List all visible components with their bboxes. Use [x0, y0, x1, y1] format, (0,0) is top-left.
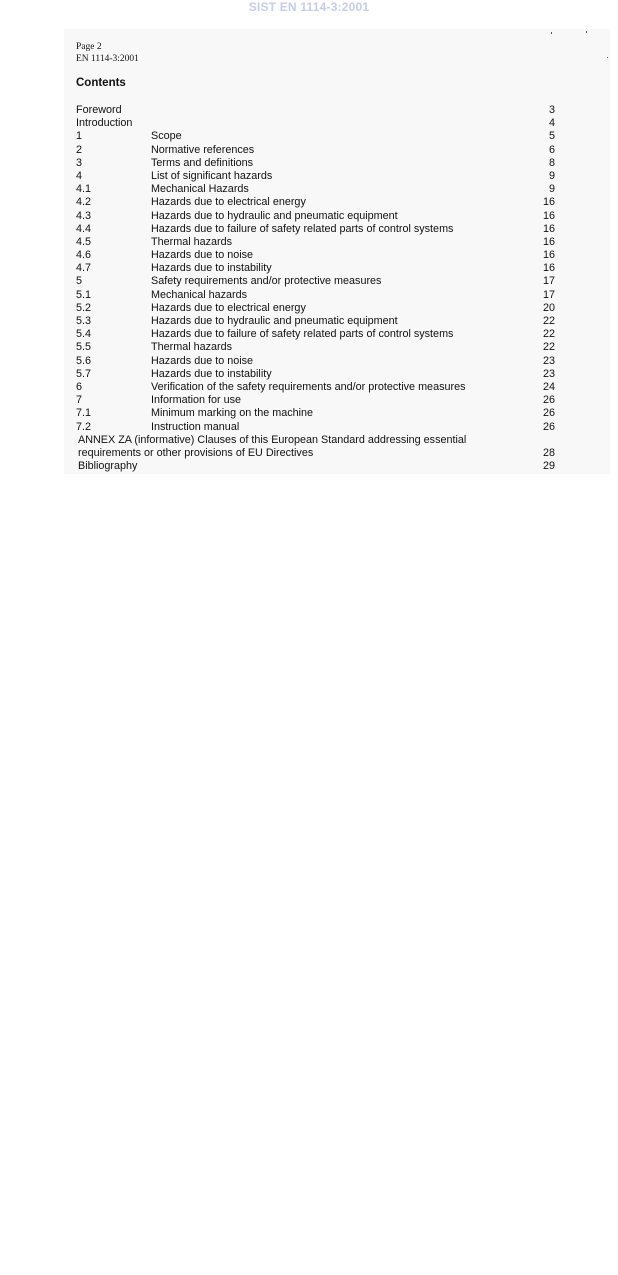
toc-number: 2	[76, 143, 83, 156]
toc-title: Mechanical hazards	[151, 288, 248, 301]
toc-title: Bibliography	[78, 460, 138, 473]
toc-annex-title-cont: requirements or other provisions of EU Directives	[78, 446, 314, 459]
toc-title: Hazards due to noise	[151, 354, 254, 367]
toc-page: 16	[542, 249, 555, 262]
toc-entry	[76, 407, 556, 420]
toc-page: 4	[548, 117, 555, 130]
toc-entry	[76, 368, 556, 381]
toc-entry	[76, 341, 556, 354]
toc-number: 3	[76, 156, 83, 169]
table-of-contents	[76, 104, 556, 473]
toc-page: 3	[548, 104, 555, 116]
toc-entry	[76, 249, 556, 262]
toc-page: 16	[542, 209, 555, 222]
page-label: Page 2	[76, 42, 102, 52]
toc-number: 4.5	[76, 235, 92, 248]
toc-entry	[76, 289, 556, 302]
toc-number: 5.1	[76, 288, 92, 301]
toc-page: 16	[542, 262, 555, 275]
toc-page: 5	[548, 130, 555, 143]
toc-number: 4	[76, 169, 83, 182]
toc-page: 17	[542, 275, 555, 288]
toc-title: Hazards due to hydraulic and pneumatic equipment	[151, 209, 398, 222]
toc-entry	[76, 381, 556, 394]
toc-page: 26	[542, 394, 555, 407]
toc-number: 7	[76, 394, 83, 407]
toc-title: Thermal hazards	[151, 235, 233, 248]
toc-page: 23	[542, 367, 555, 380]
toc-number: 5.7	[76, 367, 92, 380]
toc-title: Foreword	[76, 104, 122, 116]
toc-page: 24	[542, 380, 555, 393]
toc-entry-bibliography	[76, 460, 556, 473]
toc-title: Hazards due to electrical energy	[151, 196, 306, 209]
toc-title: Mechanical Hazards	[151, 183, 249, 196]
toc-number: 1	[76, 130, 83, 143]
toc-entry	[76, 421, 556, 434]
toc-number: 5.5	[76, 341, 92, 354]
toc-annex-title: ANNEX ZA (informative) Clauses of this European Standard addressing essential	[78, 433, 467, 446]
toc-number: 6	[76, 380, 83, 393]
toc-entry	[76, 223, 556, 236]
toc-title: Hazards due to failure of safety related parts of control systems	[151, 328, 454, 341]
toc-title: Minimum marking on the machine	[151, 407, 314, 420]
toc-number: 5.3	[76, 315, 92, 327]
toc-page: 22	[542, 341, 555, 354]
toc-title: Hazards due to instability	[151, 367, 272, 380]
toc-title: Verification of the safety requirements and/or protective measures	[151, 380, 466, 393]
toc-number: 4.7	[76, 262, 92, 275]
toc-title: List of significant hazards	[151, 169, 273, 182]
toc-page: 17	[542, 288, 555, 301]
toc-annex-line-2	[76, 447, 556, 460]
toc-page: 16	[542, 235, 555, 248]
toc-entry	[76, 236, 556, 249]
toc-page: 20	[542, 301, 555, 314]
toc-title: Thermal hazards	[151, 341, 233, 354]
document-id: EN 1114-3:2001	[76, 54, 139, 64]
toc-number: 7.2	[76, 420, 92, 433]
toc-page: 9	[548, 169, 555, 182]
toc-title: Hazards due to noise	[151, 249, 254, 262]
toc-title: Terms and definitions	[151, 156, 254, 169]
toc-entry	[76, 315, 556, 328]
toc-title: Information for use	[151, 394, 242, 407]
toc-page: 16	[542, 222, 555, 235]
scan-speck	[607, 57, 608, 58]
toc-title: Normative references	[151, 143, 255, 156]
toc-page: 28	[542, 446, 555, 459]
toc-title: Instruction manual	[151, 420, 240, 433]
toc-number: 4.3	[76, 209, 92, 222]
toc-number: 4.1	[76, 183, 92, 196]
toc-page: 26	[542, 407, 555, 420]
toc-title: Scope	[151, 130, 182, 143]
toc-entry	[76, 328, 556, 341]
toc-title: Hazards due to electrical energy	[151, 301, 306, 314]
toc-number: 5.6	[76, 354, 92, 367]
toc-entry	[76, 183, 556, 196]
toc-number: 7.1	[76, 407, 92, 420]
toc-title: Introduction	[76, 117, 133, 130]
toc-title: Hazards due to hydraulic and pneumatic equipment	[151, 315, 398, 327]
toc-number: 4.6	[76, 249, 92, 262]
toc-entry	[76, 355, 556, 368]
toc-entry	[76, 170, 556, 183]
toc-entry	[76, 104, 556, 117]
toc-page: 26	[542, 420, 555, 433]
toc-page: 16	[542, 196, 555, 209]
toc-number: 4.4	[76, 222, 92, 235]
scan-speck	[551, 32, 552, 34]
toc-entry	[76, 210, 556, 223]
toc-entry	[76, 275, 556, 288]
toc-annex-line-1	[76, 434, 556, 447]
toc-page: 29	[542, 460, 555, 473]
toc-number: 5.4	[76, 328, 92, 341]
toc-entry	[76, 157, 556, 170]
toc-number: 5.2	[76, 301, 92, 314]
toc-number: 4.2	[76, 196, 92, 209]
toc-entry	[76, 144, 556, 157]
contents-heading: Contents	[76, 77, 126, 89]
toc-page: 22	[542, 315, 555, 327]
toc-entry	[76, 196, 556, 209]
scan-speck	[586, 31, 587, 33]
page-header	[76, 41, 139, 65]
toc-entry	[76, 262, 556, 275]
toc-page: 8	[548, 156, 555, 169]
toc-title: Hazards due to failure of safety related parts of control systems	[151, 222, 454, 235]
toc-title: Hazards due to instability	[151, 262, 272, 275]
toc-entry	[76, 394, 556, 407]
toc-page: 22	[542, 328, 555, 341]
watermark: SIST EN 1114-3:2001	[248, 0, 370, 14]
toc-page: 23	[542, 354, 555, 367]
toc-page: 9	[548, 183, 555, 196]
toc-number: 5	[76, 275, 83, 288]
toc-entry	[76, 302, 556, 315]
toc-entry	[76, 117, 556, 130]
toc-page: 6	[548, 143, 555, 156]
toc-title: Safety requirements and/or protective measures	[151, 275, 382, 288]
toc-entry	[76, 130, 556, 143]
